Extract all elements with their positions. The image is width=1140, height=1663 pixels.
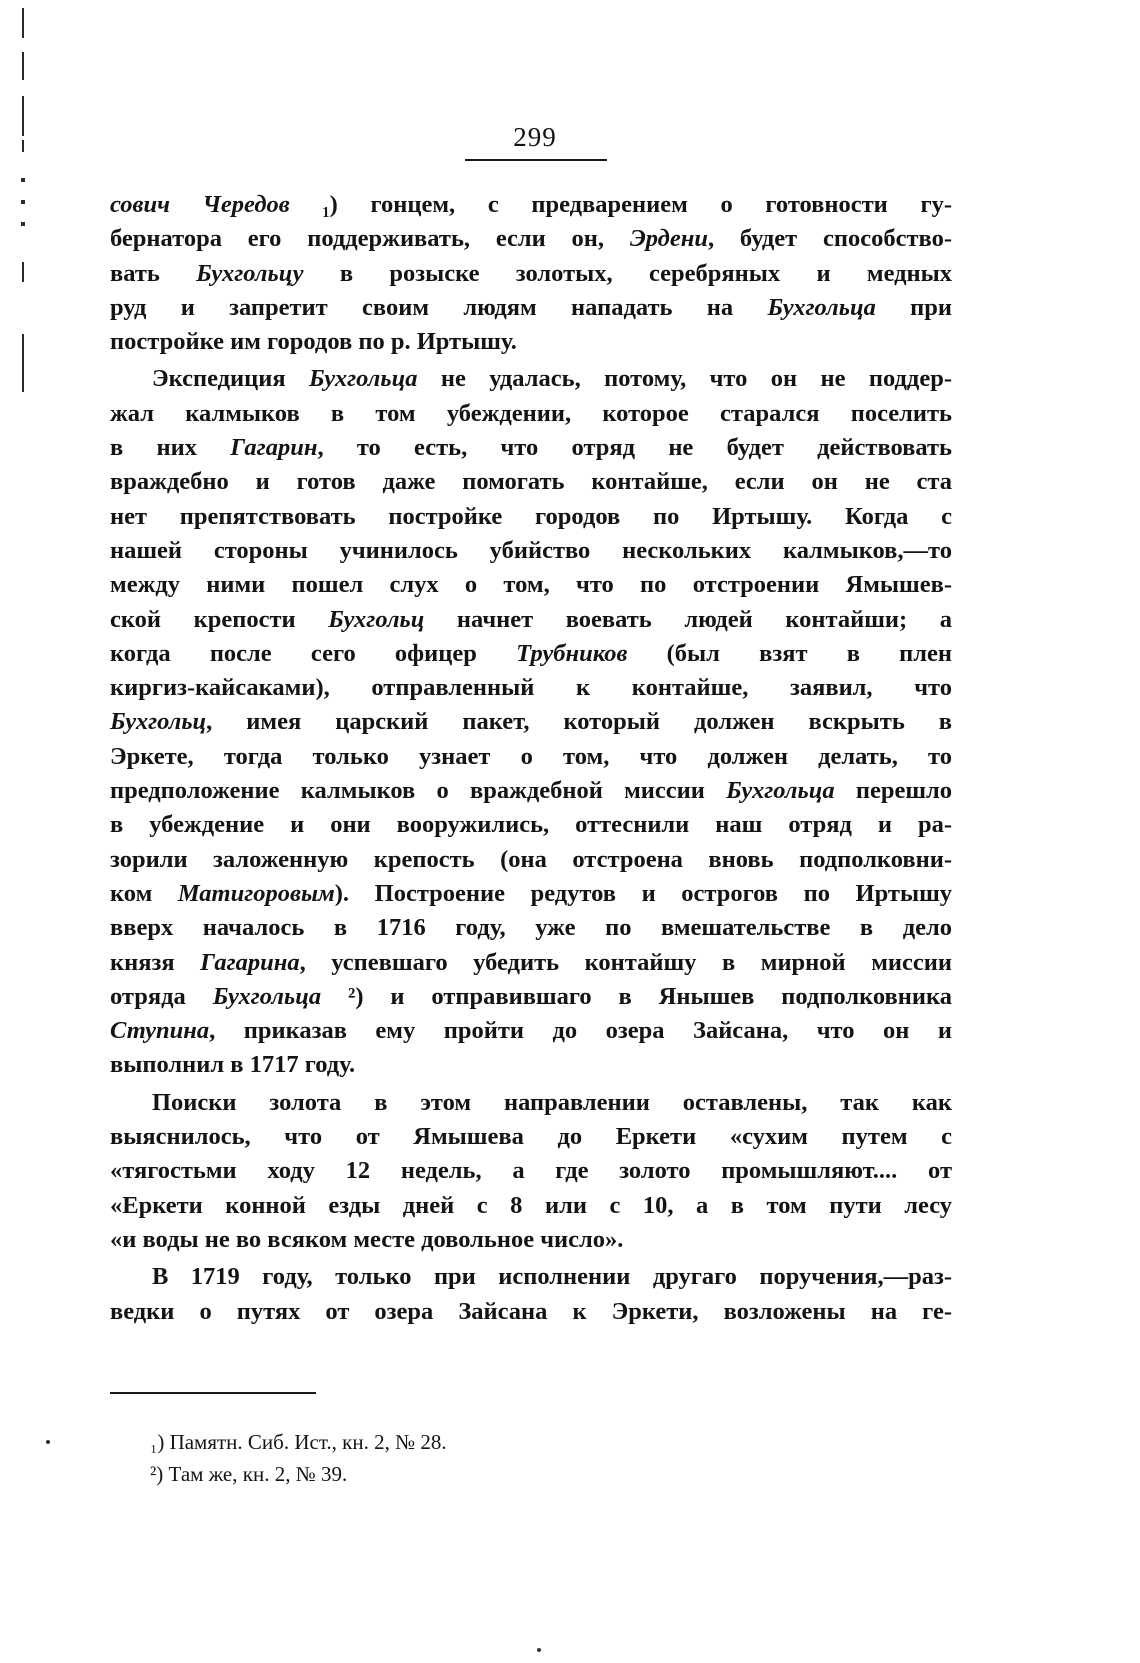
- text-run: не удалась, потому, что он не поддер-: [417, 365, 952, 393]
- text-run: Эркете, тогда только узнает о том, что должен делать, то: [110, 742, 952, 770]
- text-line: [110, 1014, 952, 1048]
- body-text: [110, 188, 952, 1329]
- text-run: князя: [110, 948, 201, 976]
- text-line: [110, 774, 952, 808]
- text-line: [110, 431, 952, 465]
- text-run: (был взят в плен: [627, 639, 953, 667]
- text-line: [110, 1154, 952, 1188]
- text-run: бернатора его поддерживать, если он,: [110, 225, 630, 253]
- scan-margin-mark: [22, 140, 24, 152]
- scan-margin-mark: [22, 52, 24, 80]
- text-line: [110, 534, 952, 568]
- text-line: [110, 257, 952, 291]
- text-run: вать: [110, 259, 197, 287]
- text-line: [110, 397, 952, 431]
- text-run: в убеждение и они вооружились, оттеснили наш отряд и ра-: [110, 811, 952, 839]
- text-run: киргиз-кайсаками), отправленный к контайше, заявил, что: [110, 674, 952, 702]
- text-run: жал калмыков в том убеждении, которое старался поселить: [110, 399, 952, 427]
- text-line: [110, 362, 952, 396]
- text-run: перешло: [834, 777, 953, 805]
- text-run: выяснилось, что от Ямышева до Еркети «сухим путем с: [110, 1123, 952, 1151]
- text-run: в розыске золотых, серебряных и медных: [303, 259, 953, 287]
- text-run: нет препятствовать постройке городов по Иртышу. Когда с: [110, 502, 952, 530]
- text-run: предположение калмыков о враждебной миссии: [110, 777, 727, 805]
- text-line: [110, 808, 952, 842]
- text-line: [110, 1120, 952, 1154]
- header-rule: [465, 159, 607, 161]
- text-line: [110, 843, 952, 877]
- text-run: нашей стороны учинилось убийство нескольких калмыков,—то: [110, 536, 952, 564]
- scan-margin-mark: [22, 96, 24, 136]
- text-run: «и воды не во всяком месте довольное число».: [110, 1225, 624, 1253]
- text-line: [110, 1295, 952, 1329]
- text-run: ). Построение редутов и острогов по Иртышу: [334, 879, 953, 907]
- italic-name: Бухгольца: [309, 365, 418, 393]
- text-line: [110, 603, 952, 637]
- text-line: [110, 1086, 952, 1120]
- text-line: [110, 946, 952, 980]
- text-line: [110, 911, 952, 945]
- italic-name: Матигоровым: [177, 879, 335, 907]
- text-run: постройке им городов по р. Иртышу.: [110, 328, 517, 356]
- text-line: [110, 1223, 952, 1257]
- text-run: Экспедиция: [152, 365, 310, 393]
- footnote-2: ²) Там же, кн. 2, № 39.: [150, 1462, 348, 1486]
- text-run: руд и запретит своим людям нападать на: [110, 293, 768, 321]
- text-line: [110, 980, 952, 1014]
- scan-margin-dot: [21, 178, 25, 182]
- text-run: ведки о путях от озера Зайсана к Эркети, возложены на ге-: [110, 1297, 952, 1325]
- italic-name: Бухгольца: [212, 982, 322, 1010]
- scan-margin-dot: [21, 222, 25, 226]
- text-run: ²) и отправившаго в Янышев подполковника: [321, 982, 952, 1010]
- text-run: , приказав ему пройти до озера Зайсана, что он и: [209, 1017, 952, 1045]
- text-line: [110, 671, 952, 705]
- footnote-rule: [110, 1392, 316, 1394]
- italic-name: сович Чередов: [110, 191, 290, 218]
- text-run: в них: [110, 434, 231, 462]
- scan-margin-mark: [22, 8, 24, 38]
- italic-name: Трубников: [516, 639, 628, 667]
- text-line: [110, 465, 952, 499]
- footnote-1: ₁) Памятн. Сиб. Ист., кн. 2, № 28.: [150, 1430, 447, 1454]
- text-run: между ними пошел слух о том, что по отстроении Ямышев-: [110, 571, 952, 599]
- italic-name: Эрдени: [629, 225, 708, 253]
- text-run: вверх началось в 1716 году, уже по вмешательстве в дело: [110, 914, 952, 942]
- text-line: [110, 222, 952, 256]
- italic-name: Гагарина: [200, 948, 300, 976]
- italic-name: Бухгольц: [328, 605, 425, 633]
- text-run: начнет воевать людей контайши; а: [424, 605, 953, 633]
- italic-name: Бухгольцу: [196, 259, 304, 287]
- text-run: когда после сего офицер: [110, 639, 517, 667]
- text-line: [110, 188, 952, 222]
- text-run: выполнил в 1717 году.: [110, 1051, 356, 1079]
- text-run: отряда: [110, 982, 213, 1010]
- text-line: [110, 740, 952, 774]
- text-line: [110, 568, 952, 602]
- text-run: , то есть, что отряд не будет действовать: [317, 434, 952, 462]
- text-run: ком: [110, 879, 178, 907]
- text-run: , имея царский пакет, который должен вскрыть в: [206, 708, 952, 736]
- italic-name: Гагарин: [230, 434, 318, 462]
- italic-name: Ступина: [110, 1017, 210, 1045]
- text-run: ской крепости: [110, 605, 329, 633]
- text-run: «тягостьми ходу 12 недель, а где золото промышляют.... от: [110, 1157, 952, 1185]
- page-number: 299: [513, 122, 557, 152]
- stray-dot: [46, 1440, 50, 1444]
- italic-name: Бухгольц: [110, 708, 207, 736]
- italic-name: Бухгольца: [767, 293, 876, 321]
- stray-dot: [537, 1648, 541, 1652]
- text-line: [110, 705, 952, 739]
- text-line: [110, 500, 952, 534]
- text-run: «Еркети конной езды дней с 8 или с 10, а в том пути лесу: [110, 1191, 952, 1219]
- text-run: враждебно и готов даже помогать контайше, если он не ста: [110, 468, 952, 496]
- text-run: Поиски золота в этом направлении оставлены, так как: [152, 1088, 952, 1116]
- text-line: [110, 325, 952, 359]
- text-run: В 1719 году, только при исполнении другаго поручения,—раз-: [152, 1263, 952, 1291]
- text-line: [110, 291, 952, 325]
- text-run: , успевшаго убедить контайшу в мирной миссии: [299, 948, 953, 976]
- italic-name: Бухгольца: [726, 777, 835, 805]
- scan-margin-dot: [21, 200, 25, 204]
- text-run: ₁) гонцем, с предварением о готовности гу-: [289, 191, 952, 218]
- scan-margin-mark: [22, 262, 24, 282]
- scan-margin-mark: [22, 334, 24, 392]
- text-line: [110, 877, 952, 911]
- text-run: , будет способство-: [707, 225, 952, 253]
- text-run: зорили заложенную крепость (она отстроена вновь подполковни-: [110, 845, 952, 873]
- footnotes: [150, 1426, 750, 1490]
- text-line: [110, 637, 952, 671]
- text-line: [110, 1048, 952, 1082]
- text-line: [110, 1189, 952, 1223]
- text-line: [110, 1260, 952, 1294]
- text-run: при: [875, 293, 953, 321]
